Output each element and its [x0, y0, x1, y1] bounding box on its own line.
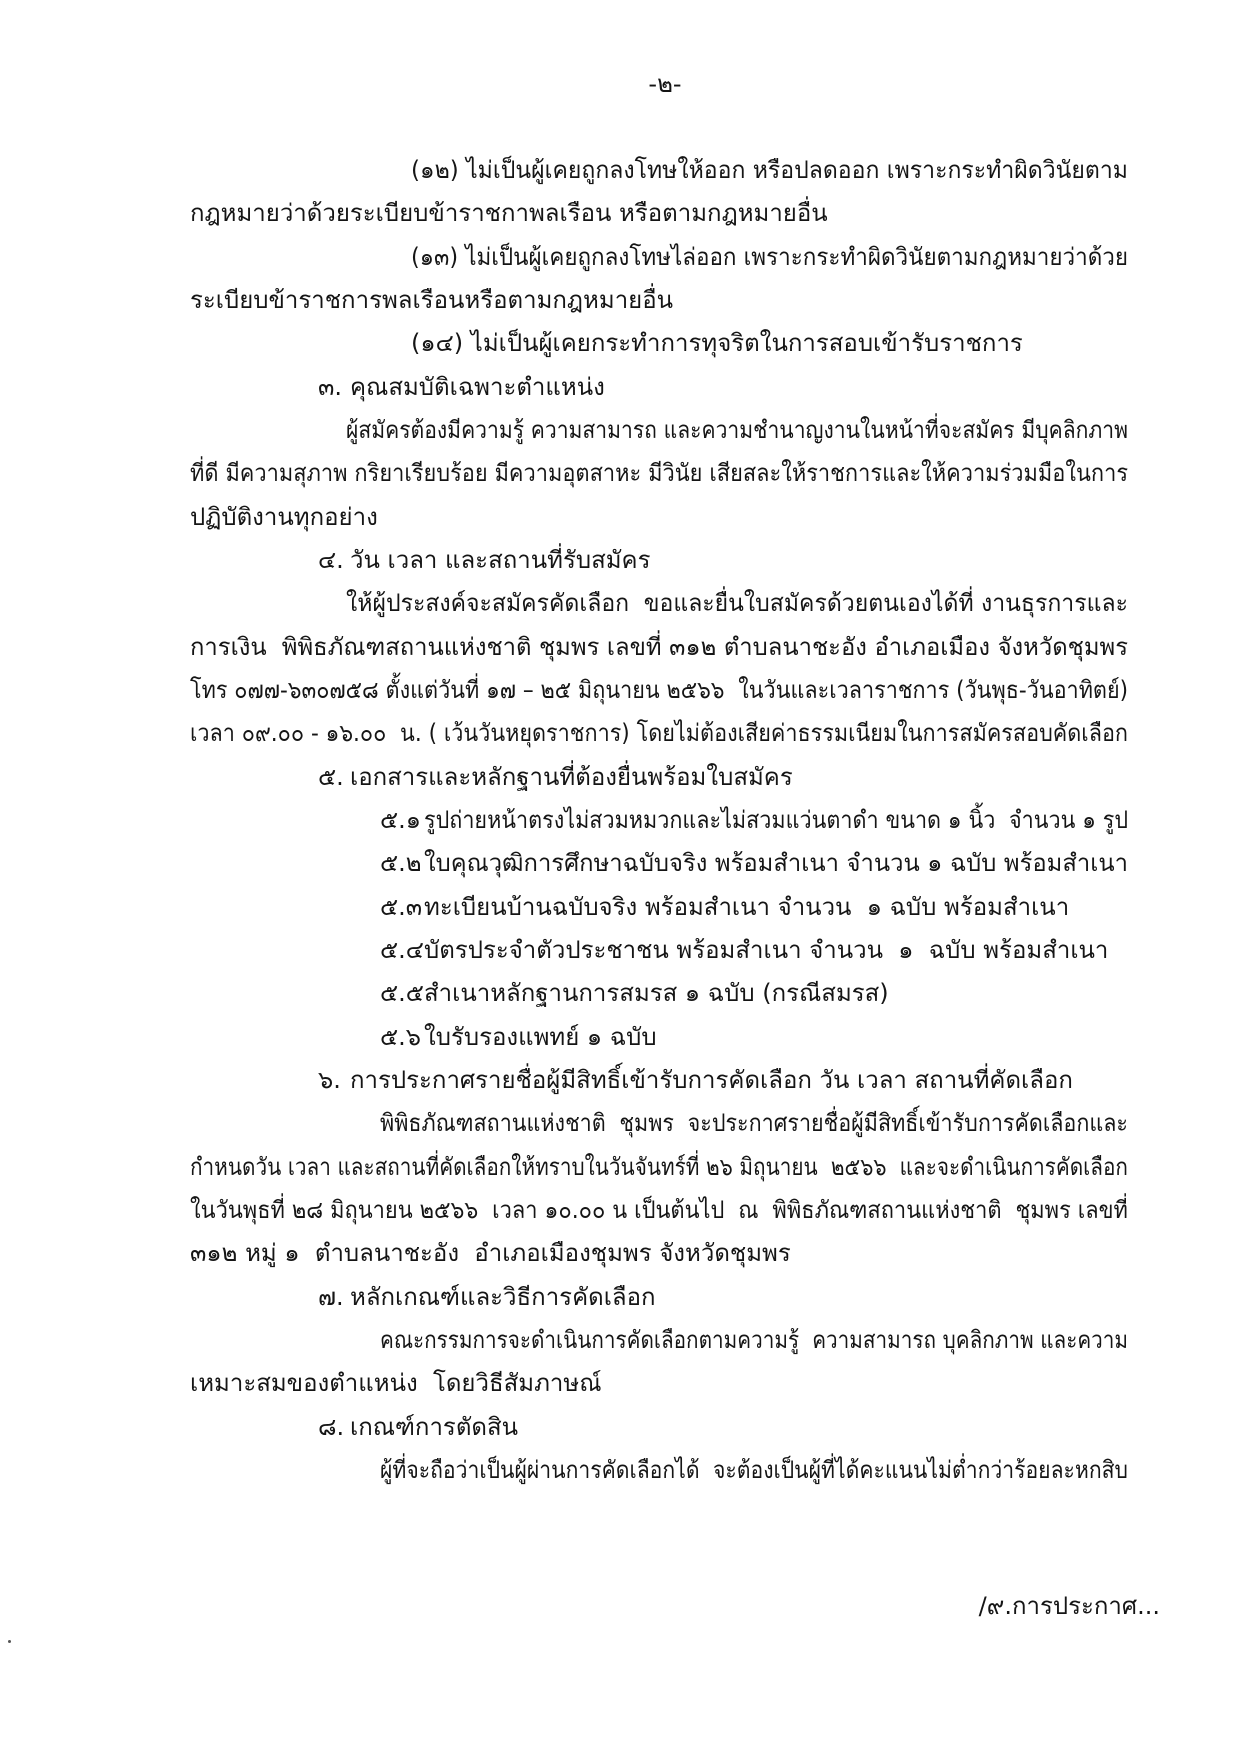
- section-6-line-1: พิพิธภัณฑสถานแห่งชาติ ชุมพร จะประกาศรายชื่อผู้มีสิทธิ์เข้ารับการคัดเลือกและ: [380, 1109, 1129, 1137]
- scan-speck: [8, 1640, 11, 1643]
- document-item-5-6-text: ใบรับรองแพทย์ ๑ ฉบับ: [424, 1023, 657, 1051]
- qualification-12-line-2: กฎหมายว่าด้วยระเบียบข้าราชกาพลเรือน หรือตามกฎหมายอื่น: [190, 199, 828, 227]
- document-item-5-4-text: บัตรประจำตัวประชาชน พร้อมสำเนา จำนวน ๑ ฉบับ พร้อมสำเนา: [424, 936, 1109, 964]
- section-6-line-4: ๓๑๒ หมู่ ๑ ตำบลนาชะอัง อำเภอเมืองชุมพร จังหวัดชุมพร: [190, 1239, 791, 1267]
- document-item-5-3-text: ทะเบียนบ้านฉบับจริง พร้อมสำเนา จำนวน ๑ ฉบับ พร้อมสำเนา: [424, 893, 1070, 921]
- section-3-line-2: ที่ดี มีความสุภาพ กริยาเรียบร้อย มีความอุตสาหะ มีวินัย เสียสละให้ราชการและให้ความร่วมมือในการ: [190, 459, 1129, 487]
- section-4-line-4: เวลา ๐๙.๐๐ - ๑๖.๐๐ น. ( เว้นวันหยุดราชการ) โดยไม่ต้องเสียค่าธรรมเนียมในการสมัครสอบคัดเลือก: [190, 719, 1129, 747]
- section-3-number: ๓.: [318, 373, 343, 401]
- section-7-title: หลักเกณฑ์และวิธีการคัดเลือก: [350, 1283, 656, 1311]
- continuation-footer: /๙.การประกาศ...: [978, 1592, 1160, 1620]
- section-3-title: คุณสมบัติเฉพาะตำแหน่ง: [350, 373, 605, 401]
- section-6-line-2: กำหนดวัน เวลา และสถานที่คัดเลือกให้ทราบในวันจันทร์ที่ ๒๖ มิถุนายน ๒๕๖๖ และจะดำเนินการคัดเลือก: [190, 1153, 1128, 1181]
- document-item-5-1-number: ๕.๑: [380, 806, 422, 834]
- qualification-12-line-1: (๑๒) ไม่เป็นผู้เคยถูกลงโทษให้ออก หรือปลดออก เพราะกระทำผิดวินัยตาม: [411, 156, 1128, 184]
- section-6-title: การประกาศรายชื่อผู้มีสิทธิ์เข้ารับการคัดเลือก วัน เวลา สถานที่คัดเลือก: [350, 1066, 1073, 1094]
- document-item-5-5-text: สำเนาหลักฐานการสมรส ๑ ฉบับ (กรณีสมรส): [424, 979, 889, 1007]
- document-item-5-1-text: รูปถ่ายหน้าตรงไม่สวมหมวกและไม่สวมแว่นตาดำ ขนาด ๑ นิ้ว จำนวน ๑ รูป: [424, 806, 1129, 834]
- section-4-line-3: โทร ๐๗๗-๖๓๐๗๕๘ ตั้งแต่วันที่ ๑๗ – ๒๕ มิถุนายน ๒๕๖๖ ในวันและเวลาราชการ (วันพุธ-วันอาทิตย์): [190, 676, 1129, 704]
- section-5-title: เอกสารและหลักฐานที่ต้องยื่นพร้อมใบสมัคร: [350, 763, 793, 791]
- section-4-line-2: การเงิน พิพิธภัณฑสถานแห่งชาติ ชุมพร เลขที่ ๓๑๒ ตำบลนาชะอัง อำเภอเมือง จังหวัดชุมพร: [190, 633, 1128, 661]
- section-6-line-3: ในวันพุธที่ ๒๘ มิถุนายน ๒๕๖๖ เวลา ๑๐.๐๐ น เป็นต้นไป ณ พิพิธภัณฑสถานแห่งชาติ ชุมพร เลขที่: [190, 1196, 1128, 1224]
- section-4-number: ๔.: [318, 546, 344, 574]
- section-3-line-1: ผู้สมัครต้องมีความรู้ ความสามารถ และความชำนาญงานในหน้าที่จะสมัคร มีบุคลิกภาพ: [346, 416, 1129, 444]
- document-item-5-6-number: ๕.๖: [380, 1023, 422, 1051]
- section-8-title: เกณฑ์การตัดสิน: [350, 1413, 519, 1441]
- document-item-5-4-number: ๕.๔: [380, 936, 424, 964]
- qualification-14-line-1: (๑๔) ไม่เป็นผู้เคยกระทำการทุจริตในการสอบเข้ารับราชการ: [411, 329, 1023, 357]
- section-3-line-3: ปฏิบัติงานทุกอย่าง: [190, 503, 378, 531]
- section-4-title: วัน เวลา และสถานที่รับสมัคร: [350, 546, 651, 574]
- section-7-number: ๗.: [318, 1283, 344, 1311]
- page-number: -๒-: [648, 70, 682, 98]
- section-6-number: ๖.: [318, 1066, 341, 1094]
- document-item-5-3-number: ๕.๓: [380, 893, 423, 921]
- section-7-line-2: เหมาะสมของตำแหน่ง โดยวิธีสัมภาษณ์: [190, 1369, 602, 1397]
- section-7-line-1: คณะกรรมการจะดำเนินการคัดเลือกตามความรู้ ความสามารถ บุคลิกภาพ และความ: [380, 1326, 1129, 1354]
- qualification-13-line-2: ระเบียบข้าราชการพลเรือนหรือตามกฎหมายอื่น: [190, 286, 674, 314]
- qualification-13-line-1: (๑๓) ไม่เป็นผู้เคยถูกลงโทษไล่ออก เพราะกระทำผิดวินัยตามกฎหมายว่าด้วย: [411, 243, 1128, 271]
- section-5-number: ๕.: [318, 763, 344, 791]
- document-item-5-2-number: ๕.๒: [380, 849, 422, 877]
- section-8-line-1: ผู้ที่จะถือว่าเป็นผู้ผ่านการคัดเลือกได้ จะต้องเป็นผู้ที่ได้คะแนนไม่ต่ำกว่าร้อยละหกสิบ: [380, 1456, 1128, 1484]
- section-8-number: ๘.: [318, 1413, 345, 1441]
- document-item-5-2-text: ใบคุณวุฒิการศึกษาฉบับจริง พร้อมสำเนา จำนวน ๑ ฉบับ พร้อมสำเนา: [424, 849, 1128, 877]
- document-item-5-5-number: ๕.๕: [380, 979, 424, 1007]
- section-4-line-1: ให้ผู้ประสงค์จะสมัครคัดเลือก ขอและยื่นใบสมัครด้วยตนเองได้ที่ งานธุรการและ: [346, 589, 1128, 617]
